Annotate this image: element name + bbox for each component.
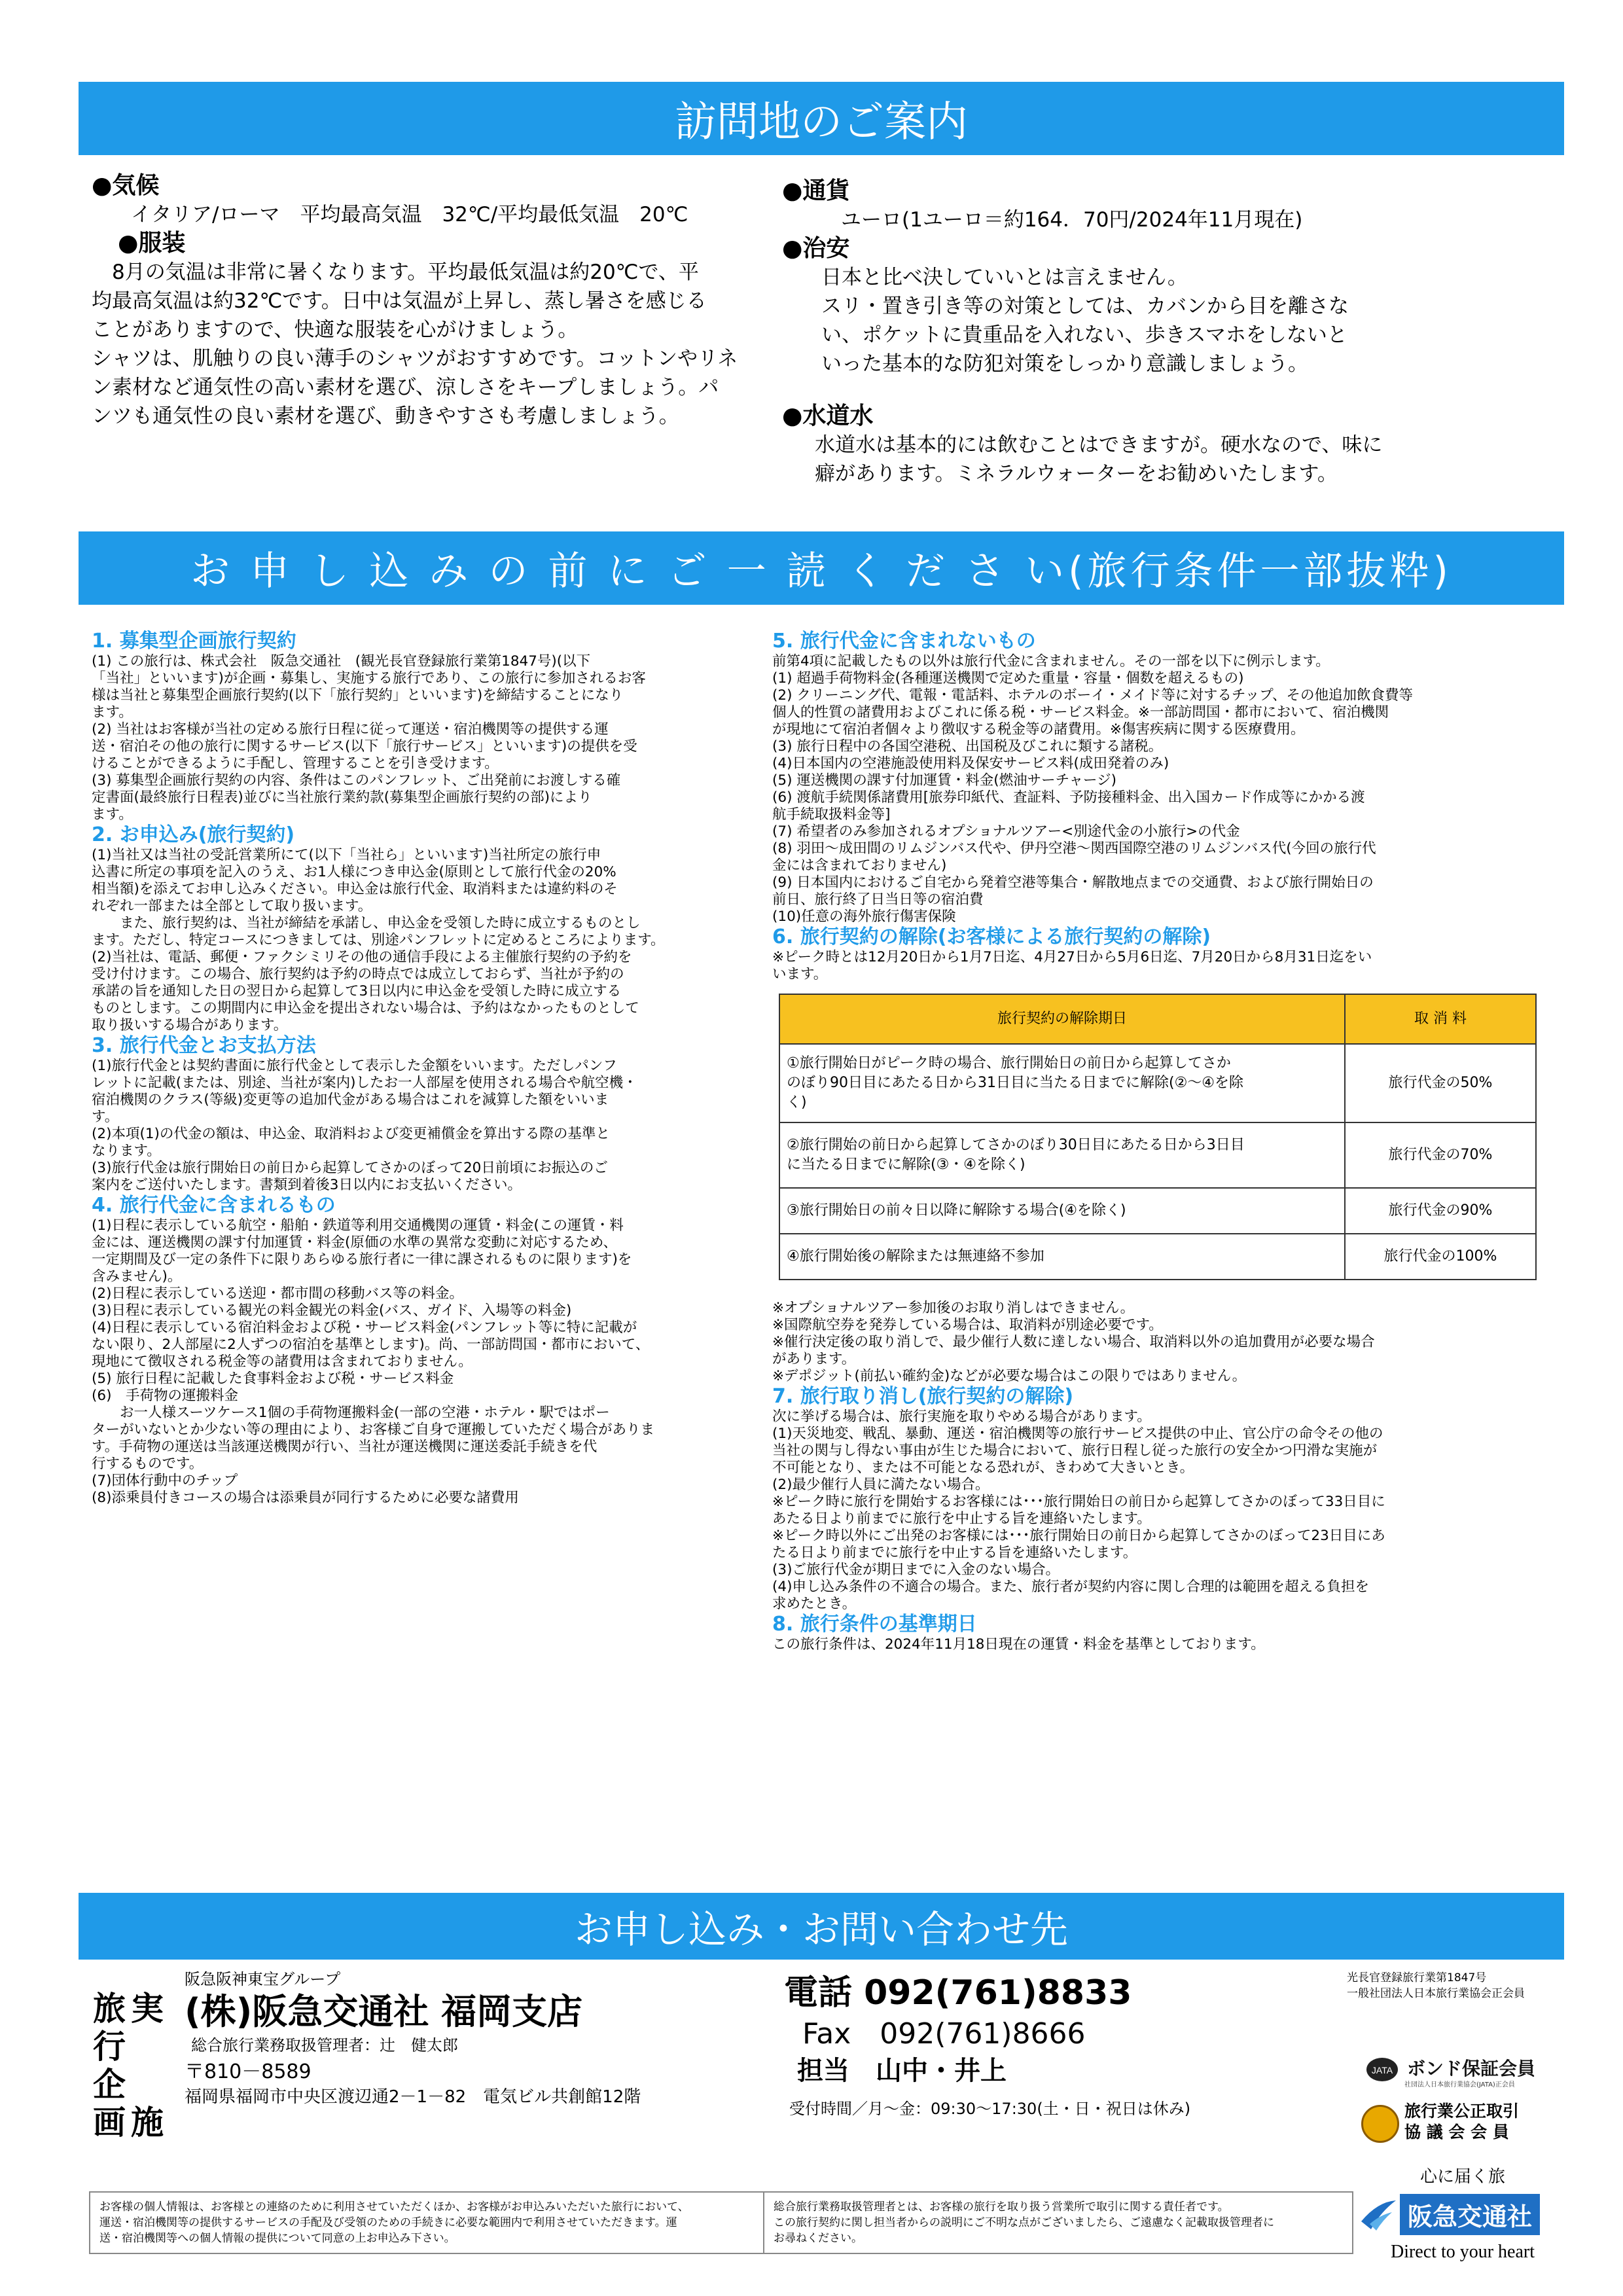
cancel-note-line: ※オプショナルツアー参加後のお取り消しはできません。 [772, 1300, 1135, 1316]
section-line: が現地にて宿泊者個々より徴収する税金等の諸費用。※傷害疾病に関する医療費用。 [772, 721, 1305, 738]
bond-guarantee-logo [1361, 2054, 1571, 2089]
section-line: (1) この旅行は、株式会社 阪急交通社 (観光長官登録旅行業第1847号)(以下 [92, 653, 591, 670]
currency-heading: ●通貨 [782, 177, 850, 204]
section-line: レットに記載(または、別途、当社が案内)したお一人部屋を使用される場合や航空機・ [92, 1075, 637, 1091]
cancel-fee: 旅行代金の90% [1345, 1188, 1536, 1234]
section-line: 込書に所定の事項を記入のうえ、お1人様につき申込金(原則として旅行代金の20% [92, 864, 616, 880]
safety-line: スリ・置き引き等の対策としては、カバンから目を離さな [821, 295, 1349, 318]
cancel-condition-line: ②旅行開始の前日から起算してさかのぼり30日目にあたる日から3日目 [787, 1137, 1245, 1153]
cancel-row [779, 1234, 1536, 1280]
cancel-header-fee: 取 消 料 [1345, 994, 1536, 1044]
section-line: (8)添乗員付きコースの場合は添乗員が同行するために必要な諸費用 [92, 1490, 519, 1506]
section-line: (7) 希望者のみ参加されるオプショナルツアー<別途代金の小旅行>の代金 [772, 823, 1240, 840]
cancel-row [779, 1122, 1536, 1188]
safety-line: 日本と比べ決していいとは言えません。 [821, 266, 1188, 289]
section-heading: 3. 旅行代金とお支払方法 [92, 1034, 316, 1057]
section-line: 承諾の旨を通知した日の翌日から起算して3日以内に申込金を受領した時に成立する [92, 983, 622, 999]
section-line: す。 [92, 1109, 119, 1125]
visit-band [79, 82, 1564, 155]
cancel-note-line: ※催行決定後の取り消しで、最少催行人数に達しない場合、取消料以外の追加費用が必要な場合 [772, 1334, 1375, 1350]
brand-logo [1358, 2165, 1567, 2289]
safety-line: いった基本的な防犯対策をしっかり意識しましょう。 [821, 352, 1308, 376]
fair-trade-emblem-icon [1361, 2105, 1399, 2143]
section-line: (3)日程に表示している観光の料金観光の料金(バス、ガイド、入場等の料金) [92, 1302, 572, 1319]
bond-logo-text: ボンド保証会員 [1407, 2058, 1536, 2079]
section-line: (4)日本国内の空港施設使用料及保安サービス料(成田発着のみ) [772, 755, 1169, 772]
section-line: 「当社」といいます)が企画・募集し、実施する旅行であり、この旅行に参加されるお客 [92, 670, 646, 687]
section-heading: 8. 旅行条件の基準期日 [772, 1613, 977, 1636]
section-line: (1)日程に表示している航空・船舶・鉄道等利用交通機関の運賃・料金(この運賃・料 [92, 1217, 624, 1234]
cancel-condition-line: く) [787, 1094, 807, 1111]
section-line: 様は当社と募集型企画旅行契約(以下「旅行契約」といいます)を締結することになり [92, 687, 624, 704]
vertical-label-plan: 旅 行 企 画 [93, 1990, 126, 2142]
section-line: ない限り、2人部屋に2人ずつの宿泊を基準とします)。尚、一部訪問国・都市において、 [92, 1336, 650, 1353]
section-line: 前日、旅行終了日当日等の宿泊費 [772, 891, 984, 908]
section-line: (4)日程に表示している宿泊料金および税・サービス料金(パンフレット等に特に記載が [92, 1319, 637, 1336]
conditions-title: お 申 し 込 み の 前 に ご 一 読 く だ さ い(旅行条件一部抜粋) [190, 548, 1452, 594]
water-text [782, 431, 1554, 488]
brand-wing-icon [1358, 2195, 1397, 2234]
section-line: (1)天災地変、戦乱、暴動、運送・宿泊機関等の旅行サービス提供の中止、官公庁の命令その他の [772, 1426, 1383, 1442]
brand-slogan: 心に届く旅 [1419, 2167, 1505, 2187]
group-name: 阪急阪神東宝グループ [185, 1970, 341, 1988]
section-line: (4)申し込み条件の不適合の場合。また、旅行者が契約内容に関し合理的は範囲を超える負担を [772, 1579, 1369, 1595]
manager-note-line: お尋ねください。 [774, 2232, 863, 2245]
section-line: 航手続取扱料金等] [772, 806, 891, 823]
section-body [772, 949, 1558, 983]
cancel-row [779, 1044, 1536, 1122]
section-line: 前第4項に記載したもの以外は旅行代金に含まれません。その一部を以下に例示します。 [772, 653, 1330, 670]
fax-number: Fax 092(761)8666 [802, 2017, 1086, 2051]
section-line: 一定期間及び一定の条件下に限りあらゆる旅行者に一律に課されるものに限ります)を [92, 1251, 632, 1268]
safety-heading: ●治安 [782, 235, 850, 262]
section-line: (9) 日本国内におけるご自宅から発着空港等集合・解散地点までの交通費、および旅行開始日の [772, 874, 1374, 891]
climate-text: イタリア/ローマ 平均最高気温 32℃/平均最低気温 20℃ [131, 203, 688, 226]
manager-note-line: 総合旅行業務取扱管理者とは、お客様の旅行を取り扱う営業所で取引に関する責任者です。 [774, 2200, 1229, 2214]
manager-name: 総合旅行業務取扱管理者：辻 健太郎 [191, 2036, 458, 2054]
clothes-line: シャツは、肌触りの良い薄手のシャツがおすすめです。コットンやリネ [92, 347, 738, 370]
section-line: 当社の関与し得ない事由が生じた場合において、旅行日程し従った旅行の安全かつ円滑な実施が [772, 1443, 1378, 1459]
section-line: (5) 運送機関の課す付加運賃・料金(燃油サーチャージ) [772, 772, 1116, 789]
phone-block [784, 1970, 1334, 2122]
section-line: この旅行条件は、2024年11月18日現在の運賃・料金を基準としております。 [772, 1636, 1265, 1653]
section-body [92, 847, 753, 1034]
section-line: 宿泊機関のクラス(等級)変更等の追加代金がある場合はこれを減算した額をいいま [92, 1092, 609, 1108]
safety-line: い、ポケットに貴重品を入れない、歩きスマホをしないと [821, 323, 1347, 347]
section-line: (2)本項(1)の代金の額は、申込金、取消料および変更補償金を算出する際の基準と [92, 1126, 610, 1142]
section-line: (2) クリーニング代、電報・電話料、ホテルのボーイ・メイド等に対するチップ、その他追加飲食費等 [772, 687, 1413, 704]
section-line: あたる日より前までに旅行を中止する旨を連絡いたします。 [772, 1511, 1151, 1527]
safety-text [782, 263, 1554, 378]
cancel-fee: 旅行代金の100% [1345, 1234, 1536, 1280]
section-line: 相当額)を添えてお申し込みください。申込金は旅行代金、取消料または違約料のそ [92, 881, 618, 897]
section-line: けることができるように手配し、管理することを引き受けます。 [92, 755, 499, 772]
section-line: ※ピーク時とは12月20日から1月7日迄、4月27日から5月6日迄、7月20日から8月31日迄をい [772, 949, 1372, 965]
cancel-condition-line: ①旅行開始日がピーク時の場合、旅行開始日の前日から起算してさか [787, 1055, 1231, 1071]
section-line: (8) 羽田～成田間のリムジンバス代や、伊丹空港～関西国際空港のリムジンバス代(今回の旅行代 [772, 840, 1376, 857]
registration-block [1347, 1970, 1563, 2001]
clothes-line: ことがありますので、快適な服装を心がけましょう。 [92, 318, 579, 342]
cancel-note-line: があります。 [772, 1351, 856, 1367]
section-line: 送・宿泊その他の旅行に関するサービス(以下「旅行サービス」といいます)の提供を受 [92, 738, 637, 755]
privacy-line: 送・宿泊機関等への個人情報の提供について同意の上お申込み下さい。 [99, 2232, 455, 2245]
cancel-condition [779, 1044, 1345, 1122]
cancel-note-line: ※デポジット(前払い確約金)などが必要な場合はこの限りではありません。 [772, 1368, 1247, 1384]
section-line: 含みません)。 [92, 1268, 182, 1285]
section-line: 行するものです。 [92, 1456, 204, 1472]
company-name: (株)阪急交通社 福岡支店 [185, 1991, 583, 2032]
cancel-fee: 旅行代金の70% [1345, 1122, 1536, 1188]
section-line: (2)最少催行人員に満たない場合。 [772, 1477, 990, 1493]
manager-note-line: この旅行契約に関し担当者からの説明にご不明な点がございましたら、ご遠慮なく記載取扱管理者に [774, 2216, 1274, 2229]
section-line: また、旅行契約は、当社が締結を承諾し、申込金を受領した時に成立するものとし [92, 915, 641, 931]
office-hours: 受付時間／月～金：09:30～17:30(土・日・祝日は休み) [789, 2100, 1191, 2118]
section-heading: 1. 募集型企画旅行契約 [92, 630, 296, 653]
section-body [92, 653, 753, 823]
water-line: 水道水は基本的には飲むことはできますが。硬水なので、味に [815, 433, 1383, 457]
section-heading: 5. 旅行代金に含まれないもの [772, 630, 1036, 653]
currency-text: ユーロ(1ユーロ＝約164．70円/2024年11月現在) [841, 208, 1303, 232]
cancel-condition-line: ③旅行開始日の前々日以降に解除する場合(④を除く) [787, 1202, 1126, 1219]
section-line: (1) 超過手荷物料金(各種運送機関で定めた重量・容量・個数を超えるもの) [772, 670, 1244, 687]
privacy-line: 運送・宿泊機関等の提供するサービスの手配及び受領のための手続きに必要な範囲内で利用させていただきます。運 [99, 2216, 677, 2229]
association-member: 一般社団法人日本旅行業協会正会員 [1347, 1987, 1525, 2000]
section-line: お一人様スーツケース1個の手荷物運搬料金(一部の空港・ホテル・駅ではポー [92, 1405, 610, 1421]
section-line: ます。 [92, 806, 133, 823]
visit-left [92, 171, 779, 431]
section-line: たる日より前までに旅行を中止する旨を連絡いたします。 [772, 1545, 1137, 1561]
section-body [772, 653, 1558, 925]
section-line: 案内をご送付いたします。書類到着後3日以内にお支払いください。 [92, 1177, 522, 1193]
vertical-label-impl: 実 施 [131, 1990, 164, 2142]
cancel-notes [772, 1300, 1558, 1385]
contact-title: お申し込み・お問い合わせ先 [574, 1907, 1068, 1952]
cancel-condition [779, 1188, 1345, 1234]
section-line: (2)当社は、電話、郵便・ファクシミリその他の通信手段による主催旅行契約の予約を [92, 949, 632, 965]
fair-trade-line2: 協 議 会 会 員 [1404, 2123, 1509, 2142]
section-line: ※ピーク時以外にご出発のお客様には･･･旅行開始日の前日から起算してさかのぼって23日目にあ [772, 1528, 1385, 1544]
clothes-line: 8月の気温は非常に暑くなります。平均最低気温は約20℃で、平 [92, 260, 699, 284]
climate-heading: ●気候 [92, 172, 160, 199]
section-line: (2) 当社はお客様が当社の定める旅行日程に従って運送・宿泊機関等の提供する運 [92, 721, 609, 738]
section-body [92, 1217, 753, 1507]
clothes-line: ン素材など通気性の高い素材を選び、涼しさをキープしましょう。パ [92, 376, 719, 399]
section-body [772, 1408, 1558, 1613]
conditions-band [79, 531, 1564, 605]
cancel-condition-line: のぼり90日目にあたる日から31日目に当たる日までに解除(②～④を除 [787, 1075, 1244, 1091]
section-line: (3) 募集型企画旅行契約の内容、条件はこのパンフレット、ご出発前にお渡しする確 [92, 772, 621, 789]
section-body [92, 1058, 753, 1194]
clothes-line: 均最高気温は約32℃です。日中は気温が上昇し、蒸し暑さを感じる [92, 289, 707, 313]
section-body [772, 1636, 1558, 1653]
section-line: れぞれ一部または全部として取り扱います。 [92, 898, 372, 914]
section-line: ※ピーク時に旅行を開始するお客様には･･･旅行開始日の前日から起算してさかのぼって33日目に [772, 1494, 1385, 1510]
section-line: (3) 旅行日程中の各国空港税、出国税及びこれに類する諸税。 [772, 738, 1163, 755]
section-heading: 2. お申込み(旅行契約) [92, 823, 295, 846]
registration-number: 光長官登録旅行業第1847号 [1347, 1971, 1487, 1984]
section-line: (7)団体行動中のチップ [92, 1473, 238, 1489]
section-line: ます。 [92, 704, 133, 721]
bond-logo-subtext: 社団法人日本旅行業協会(JATA)正会員 [1404, 2081, 1515, 2089]
water-heading: ●水道水 [782, 403, 874, 429]
section-line: 金には、運送機関の課す付加運賃・料金(原価の水準の異常な変動に対応するため、 [92, 1234, 618, 1251]
section-line: (1)当社又は当社の受託営業所にて(以下「当社ら」といいます)当社所定の旅行申 [92, 847, 601, 863]
section-line: (6) 手荷物の運搬料金 [92, 1388, 238, 1404]
phone-number[interactable]: 電話 092(761)8833 [784, 1973, 1132, 2013]
section-line: 個人的性質の諸費用およびこれに係る税・サービス料金。※一部訪問国・都市において、宿泊機関 [772, 704, 1389, 721]
section-line: 受け付けます。この場合、旅行契約は予約の時点では成立しておらず、当社が予約の [92, 966, 624, 982]
staff-names: 担当 山中・井上 [797, 2056, 1007, 2086]
fair-trade-logo [1361, 2101, 1571, 2147]
section-line: (10)任意の海外旅行傷害保険 [772, 908, 956, 925]
cancel-row [779, 1188, 1536, 1234]
section-line: 金には含まれておりません) [772, 857, 947, 874]
brand-name: 阪急交通社 [1400, 2194, 1540, 2235]
conditions-left [92, 630, 753, 1507]
clothes-text [92, 258, 779, 431]
section-line: (1)旅行代金とは契約書面に旅行代金として表示した金額をいいます。ただしパンフ [92, 1058, 617, 1074]
cancel-fee: 旅行代金の50% [1345, 1044, 1536, 1122]
cancel-condition [779, 1234, 1345, 1280]
svg-text:JATA: JATA [1371, 2065, 1393, 2075]
section-line: 求めたとき。 [772, 1596, 857, 1612]
section-heading: 6. 旅行契約の解除(お客様による旅行契約の解除) [772, 925, 1211, 948]
address: 福岡県福岡市中央区渡辺通2－1－82 電気ビル共創館12階 [185, 2087, 641, 2107]
cancel-condition-line: ④旅行開始後の解除または無連絡不参加 [787, 1248, 1044, 1265]
section-line: 現地にて徴収される税金等の諸費用は含まれておりません。 [92, 1354, 473, 1370]
section-line: (6) 渡航手続関係諸費用[旅券印紙代、査証料、予防接種料金、出入国カード作成等にかかる渡 [772, 789, 1365, 806]
water-line: 癖があります。ミネラルウォーターをお勧めいたします。 [815, 462, 1338, 486]
cancel-condition [779, 1122, 1345, 1188]
section-heading: 7. 旅行取り消し(旅行契約の解除) [772, 1385, 1074, 1408]
brand-tagline: Direct to your heart [1390, 2242, 1535, 2262]
section-line: ものとします。この期間内に申込金を提出されない場合は、予約はなかったものとして [92, 1000, 639, 1016]
section-line: 不可能となり、または不可能となる恐れが、きわめて大きいとき。 [772, 1460, 1194, 1476]
clothes-heading: ●服装 [118, 230, 186, 257]
section-line: 取り扱いする場合があります。 [92, 1017, 288, 1033]
section-line: (3)ご旅行代金が期日までに入金のない場合。 [772, 1562, 1060, 1578]
fair-trade-line1: 旅行業公正取引 [1404, 2102, 1520, 2121]
section-line: (5) 旅行日程に記載した食事料金および税・サービス料金 [92, 1371, 454, 1387]
section-line: 次に挙げる場合は、旅行実施を取りやめる場合があります。 [772, 1408, 1151, 1425]
cancel-header-date: 旅行契約の解除期日 [779, 994, 1345, 1044]
section-line: ます。ただし、特定コースにつきましては、別途パンフレットに定めるところによります。 [92, 932, 665, 948]
section-line: なります。 [92, 1143, 161, 1159]
section-line: す。手荷物の運送は当該運送機関が行い、当社が運送機関に運送委託手続きを代 [92, 1439, 597, 1455]
section-line: ターがいないとか少ない等の理由により、お客様ご自身で運搬していただく場合がありま [92, 1422, 655, 1438]
privacy-note [89, 2191, 764, 2254]
cancel-fee-table [779, 994, 1537, 1280]
contact-band [79, 1893, 1564, 1960]
manager-note [763, 2191, 1353, 2254]
conditions-right [772, 630, 1558, 1653]
section-line: (3)旅行代金は旅行開始日の前日から起算してさかのぼって20日前頃にお振込のご [92, 1160, 608, 1176]
section-line: (2)日程に表示している送迎・都市間の移動バス等の料金。 [92, 1285, 463, 1302]
zip-code: 〒810－8589 [185, 2060, 312, 2083]
privacy-line: お客様の個人情報は、お客様との連絡のために利用させていただくほか、お客様がお申込みいただいた旅行において、 [99, 2200, 689, 2214]
visit-title: 訪問地のご案内 [675, 98, 968, 147]
section-line: います。 [772, 966, 828, 982]
visit-right [782, 177, 1554, 488]
company-block [185, 1969, 774, 2109]
clothes-line: ンツも通気性の良い素材を選び、動きやすさも考慮しましょう。 [92, 404, 679, 428]
section-line: 定書面(最終旅行日程表)並びに当社旅行業約款(募集型企画旅行契約の部)により [92, 789, 592, 806]
cancel-condition-line: に当たる日までに解除(③・④を除く) [787, 1157, 1026, 1173]
section-heading: 4. 旅行代金に含まれるもの [92, 1194, 336, 1217]
cancel-note-line: ※国際航空券を発券している場合は、取消料が別途必要です。 [772, 1317, 1163, 1333]
